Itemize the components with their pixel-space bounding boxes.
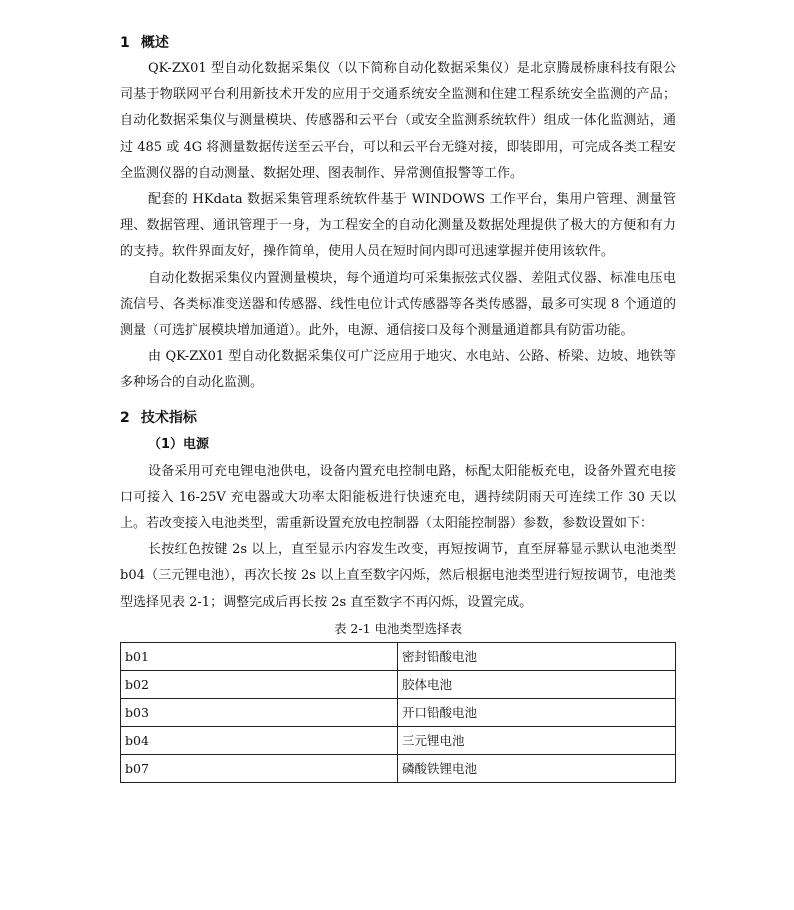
battery-type-cell: 磷酸铁锂电池: [398, 754, 676, 782]
section-1-title: 概述: [140, 35, 169, 51]
table-row: [121, 726, 676, 754]
table-row: [121, 754, 676, 782]
battery-type-cell: 开口铅酸电池: [398, 698, 676, 726]
battery-type-cell: 密封铅酸电池: [398, 642, 676, 670]
paragraph: 自动化数据采集仪内置测量模块，每个通道均可采集振弦式仪器、差阻式仪器、标准电压电流信号、各类标准变送器和传感器、线性电位计式传感器等各类传感器，最多可实现 8 个通道的测量（可选扩展模块增加通道）。此外，电源、通信接口及每个测量通道都具有防雷功能。: [120, 270, 676, 339]
battery-code-cell: b02: [121, 670, 398, 698]
battery-code-cell: b07: [121, 754, 398, 782]
battery-type-cell: 三元锂电池: [398, 726, 676, 754]
subsection-heading: （1）电源: [148, 436, 210, 452]
paragraph: 设备采用可充电锂电池供电，设备内置充电控制电路，标配太阳能板充电，设备外置充电接口可接入 16-25V 充电器或大功率太阳能板进行快速充电，遇持续阴雨天可连续工作 30 天以上。若改变接入电池类型，需重新设置充放电控制器（太阳能控制器）参数，参数设置如下：: [120, 463, 676, 532]
section-1-heading: [120, 30, 676, 56]
paragraph: 由 QK-ZX01 型自动化数据采集仪可广泛应用于地灾、水电站、公路、桥梁、边坡、地铁等多种场合的自动化监测。: [120, 349, 676, 391]
battery-type-cell: 胶体电池: [398, 670, 676, 698]
battery-code-cell: b01: [121, 642, 398, 670]
paragraph: 长按红色按键 2s 以上，直至显示内容发生改变，再短按调节，直至屏幕显示默认电池类型 b04（三元锂电池），再次长按 2s 以上直至数字闪烁，然后根据电池类型进行短按调节，电池类型选择见表 2-1；调整完成后再长按 2s 直至数字不再闪烁，设置完成。: [120, 542, 676, 610]
battery-code-cell: b04: [121, 726, 398, 754]
table-row: [121, 670, 676, 698]
table-row: [121, 642, 676, 670]
section-2-heading: [120, 405, 676, 431]
section-2-number: 2: [120, 409, 130, 426]
section-2-title: 技术指标: [140, 409, 197, 426]
section-1-number: 1: [120, 35, 130, 51]
battery-code-cell: b03: [121, 698, 398, 726]
table-row: [121, 698, 676, 726]
paragraph: QK-ZX01 型自动化数据采集仪（以下简称自动化数据采集仪）是北京腾晟桥康科技有限公司基于物联网平台利用新技术开发的应用于交通系统安全监测和住建工程系统安全监测的产品；自动化数据采集仪与测量模块、传感器和云平台（或安全监测系统软件）组成一体化监测站，通过 485 或 4G 将测量数据传送至云平台，可以和云平台无缝对接，即装即用，可完成各类工程安全监测仪器的自动测量、数据处理、图表制作、异常测值报警等工作。: [120, 61, 676, 181]
document-page: [120, 30, 676, 783]
table-caption: 表 2-1 电池类型选择表: [333, 620, 463, 636]
battery-type-table: [120, 642, 676, 783]
paragraph: 配套的 HKdata 数据采集管理系统软件基于 WINDOWS 工作平台，集用户管理、测量管理、数据管理、通讯管理于一身，为工程安全的自动化测量及数据处理提供了极大的方便和有力的支持。软件界面友好，操作简单，使用人员在短时间内即可迅速掌握并使用该软件。: [120, 192, 676, 260]
